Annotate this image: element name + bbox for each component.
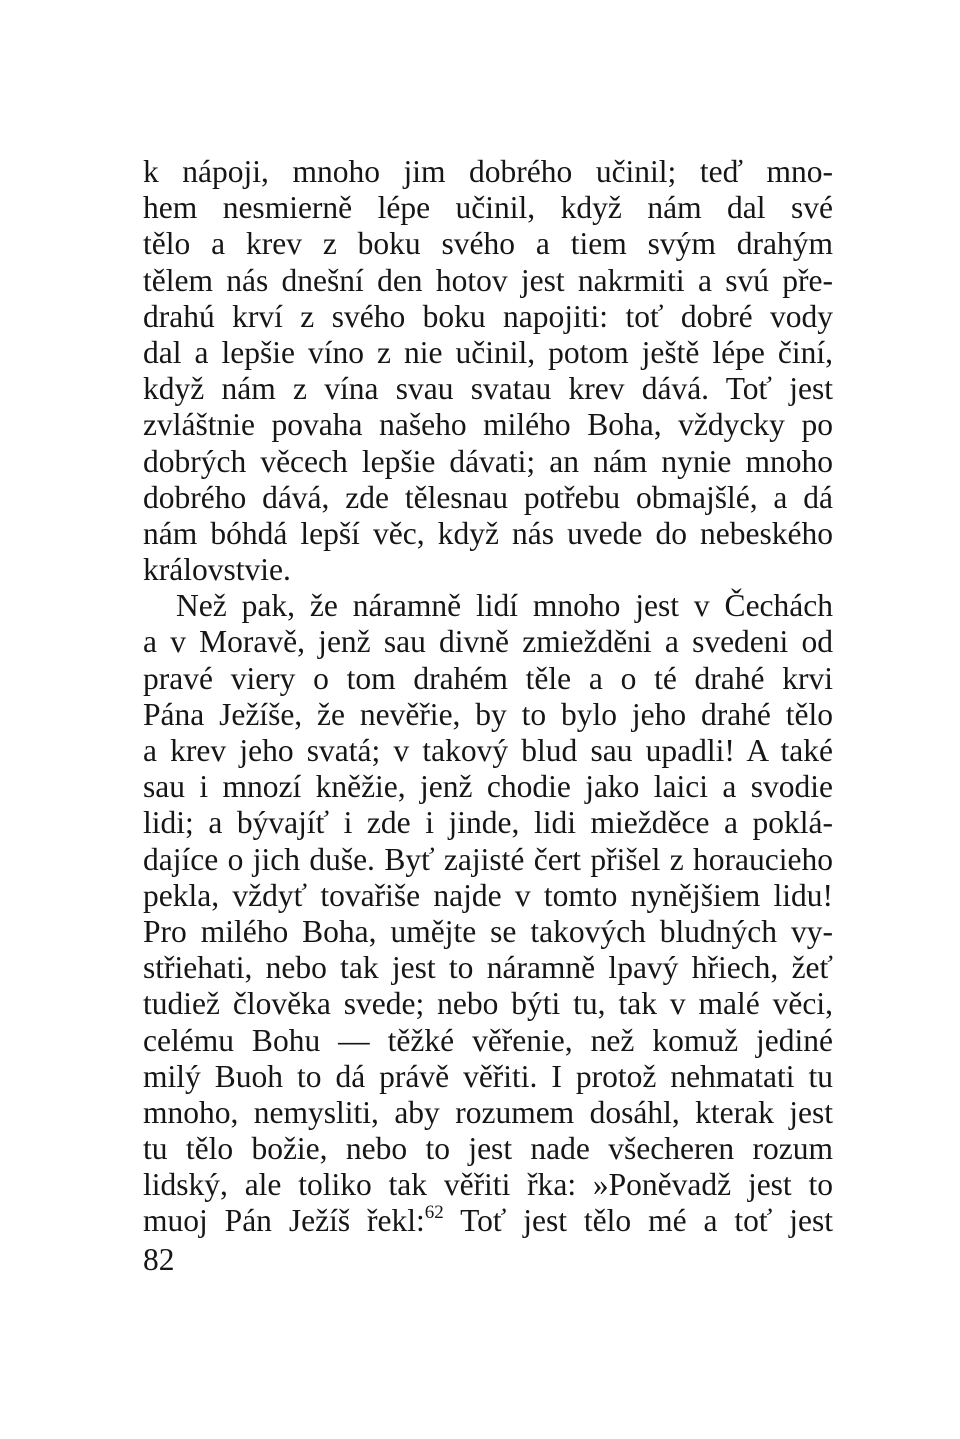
page-number: 82 xyxy=(143,1242,175,1277)
footnote-marker: 62 xyxy=(424,1201,444,1223)
final-line-end: Toť jest tělo mé a toť jest xyxy=(443,1203,834,1239)
text-line: zvláštnie povaha našeho milého Boha, vždycky po xyxy=(143,407,833,443)
text-line: sau i mnozí kněžie, jenž chodie jako laici a svodie xyxy=(143,769,833,805)
final-text-line xyxy=(143,1203,833,1239)
text-line: dajíce o jich duše. Byť zajisté čert přišel z horaucieho xyxy=(143,841,833,877)
text-line: hem nesmierně lépe učinil, když nám dal své xyxy=(143,190,833,226)
text-line: tělo a krev z boku svého a tiem svým drahým xyxy=(143,226,833,262)
text-line: královstvie. xyxy=(143,552,291,588)
text-line: drahú krví z svého boku napojiti: toť dobré vody xyxy=(143,298,833,334)
text-line: Pána Ježíše, že nevěřie, by to bylo jeho drahé tělo xyxy=(143,696,833,732)
text-line: lidi; a bývajíť i zde i jinde, lidi miežděce a poklá- xyxy=(143,805,833,841)
text-line: a v Moravě, jenž sau divně zmiežděni a svedeni od xyxy=(143,624,833,660)
text-line: tělem nás dnešní den hotov jest nakrmiti a svú pře- xyxy=(143,262,833,298)
text-line: mnoho, nemysliti, aby rozumem dosáhl, kterak jest xyxy=(143,1094,833,1130)
paragraph-start-line: Než pak, že náramně lidí mnoho jest v Čechách xyxy=(176,588,833,624)
text-line: lidský, ale toliko tak věřiti řka: »Poněvadž jest to xyxy=(143,1167,833,1203)
text-line: Pro milého Boha, umějte se takových bludných vy- xyxy=(143,913,833,949)
text-line: tu tělo božie, nebo to jest nade všecheren rozum xyxy=(143,1131,833,1167)
text-line: dal a lepšie víno z nie učinil, potom ještě lépe činí, xyxy=(143,334,833,370)
text-line: a krev jeho svatá; v takový blud sau upadli! A také xyxy=(143,733,833,768)
final-line-start: muoj Pán Ježíš řekl: xyxy=(143,1203,425,1239)
text-line: tudiež člověka svede; nebo býti tu, tak v malé věci, xyxy=(143,986,833,1022)
text-line: dobrých věcech lepšie dávati; an nám nynie mnoho xyxy=(143,443,833,479)
text-line: střiehati, nebo tak jest to náramně lpavý hřiech, žeť xyxy=(143,950,833,986)
text-line: milý Buoh to dá právě věřiti. I protož nehmatati tu xyxy=(143,1058,833,1094)
body-text xyxy=(143,154,833,1240)
text-line: nám bóhdá lepší věc, když nás uvede do nebeského xyxy=(143,515,833,551)
text-line: když nám z vína svau svatau krev dává. Toť jest xyxy=(143,371,833,407)
text-line: pekla, vždyť tovařiše najde v tomto nynějšiem lidu! xyxy=(143,877,833,913)
text-line: pravé viery o tom drahém těle a o té drahé krvi xyxy=(143,660,833,696)
text-line: dobrého dává, zde tělesnau potřebu obmajšlé, a dá xyxy=(143,479,833,515)
text-line: celému Bohu — těžké věřenie, než komuž jediné xyxy=(143,1022,833,1058)
text-line: k nápoji, mnoho jim dobrého učinil; teď mno- xyxy=(143,154,833,189)
